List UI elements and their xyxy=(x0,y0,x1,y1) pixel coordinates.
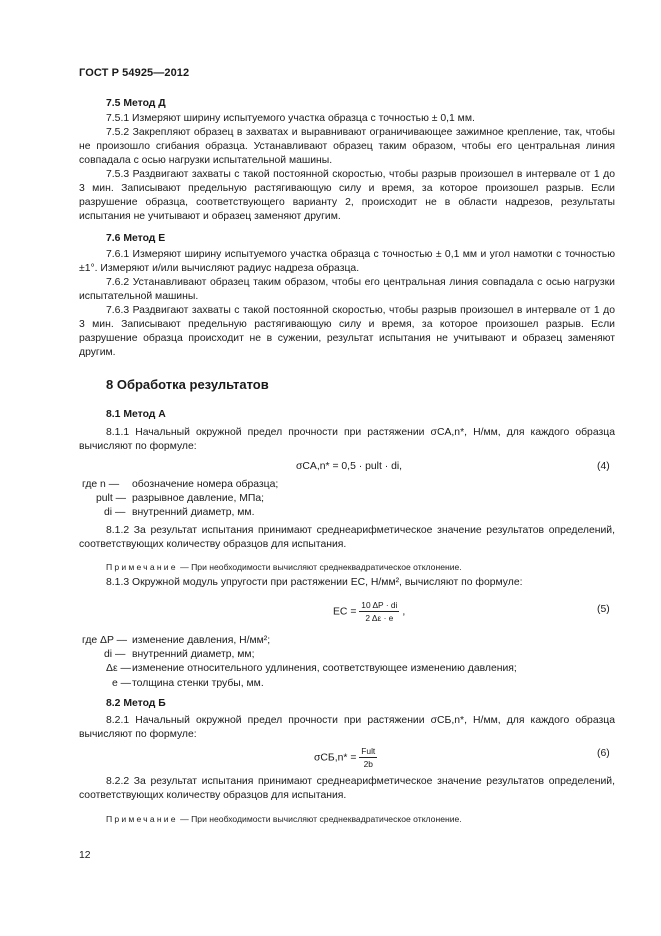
paragraph-8-1-1: 8.1.1 Начальный окружной предел прочности при растяжении σCA,n*, Н/мм, для каждого образца вычисляют по формуле: xyxy=(79,427,615,452)
paragraph-8-1-2: 8.1.2 За результат испытания принимают среднеарифметическое значение результатов определений, соответствующих количеству образцов для испытания. xyxy=(79,525,615,550)
paragraph-8-1-3: 8.1.3 Окружной модуль упругости при растяжении EC, Н/мм², вычисляют по формуле: xyxy=(106,577,523,588)
where-di-desc: внутренний диаметр, мм. xyxy=(132,507,255,518)
note-text: — При необходимости вычисляют среднеквадратическое отклонение. xyxy=(180,814,462,824)
section-7-5-heading: 7.5 Метод Д xyxy=(106,98,166,109)
paragraph-7-6-1: 7.6.1 Измеряют ширину испытуемого участка образца с точностью ± 0,1 мм и угол намотки с точностью ±1°. Измеряют и/или вычисляют радиус надреза образца. xyxy=(79,249,615,274)
formula-6-lhs: σCБ,n* = xyxy=(314,752,357,764)
formula-5-numerator: 10 ΔP · di xyxy=(361,600,398,610)
note-8-1 xyxy=(106,560,462,574)
where-pult-desc: разрывное давление, МПа; xyxy=(132,493,265,504)
note-text: — При необходимости вычисляют среднеквадратическое отклонение. xyxy=(180,562,462,572)
where-e-symbol: e — xyxy=(112,678,132,689)
formula-5-lhs: EC = xyxy=(333,606,357,618)
paragraph-7-5-2: 7.5.2 Закрепляют образец в захватах и выравнивают ограничивающее зажимное крепление, так, чтобы не произошло сгибания образца. Устанавливают образец таким образом, чтобы его центральная линия совпадала с осью нагрузки испытательной машины. xyxy=(79,127,615,166)
paragraph-7-5-1: 7.5.1 Измеряют ширину испытуемого участка образца с точностью ± 0,1 мм. xyxy=(106,113,475,124)
formula-5-denominator: 2 Δε · e xyxy=(365,613,394,623)
paragraph-8-2-1: 8.2.1 Начальный окружной предел прочности при растяжении σCБ,n*, Н/мм, для каждого образца вычисляют по формуле: xyxy=(79,715,615,740)
formula-6 xyxy=(314,746,377,769)
paragraph-7-5-3: 7.5.3 Раздвигают захваты с такой постоянной скоростью, чтобы разрыв произошел в интервале от 1 до 3 мин. Записывают предельную растягивающую силу и время, за которое произошел разрыв. Если разрушение образца, соответствующего варианту 2, происходит не в области надрезов, результаты испытания не учитывают и образец заменяют другим. xyxy=(79,169,615,222)
formula-6-denominator: 2b xyxy=(363,759,373,769)
section-8-2-heading: 8.2 Метод Б xyxy=(106,698,166,709)
formula-4: σCA,n* = 0,5 · pult · di, xyxy=(296,461,403,472)
paragraph-8-2-2: 8.2.2 За результат испытания принимают среднеарифметическое значение результатов определений, соответствующих количеству образцов для испытания. xyxy=(79,776,615,801)
formula-4-number: (4) xyxy=(597,461,610,472)
where-n-desc: обозначение номера образца; xyxy=(132,479,279,490)
where-dp-desc: изменение давления, Н/мм²; xyxy=(132,635,271,646)
section-7-6-heading: 7.6 Метод Е xyxy=(106,233,166,244)
where-di-symbol: di — xyxy=(104,507,126,518)
note-label: Примечание xyxy=(106,562,178,572)
where-n-symbol: где n — xyxy=(82,479,120,490)
formula-6-numerator: Fult xyxy=(361,746,376,756)
where-de-desc: изменение относительного удлинения, соответствующее изменению давления; xyxy=(132,663,517,674)
formula-6-fraction xyxy=(359,746,377,769)
document-code: ГОСТ Р 54925—2012 xyxy=(79,67,190,79)
formula-5 xyxy=(333,600,405,623)
formula-6-number: (6) xyxy=(597,748,610,759)
note-label: Примечание xyxy=(106,814,178,824)
formula-5-number: (5) xyxy=(597,604,610,615)
where-di2-desc: внутренний диаметр, мм; xyxy=(132,649,255,660)
formula-5-fraction xyxy=(359,600,399,623)
where-pult-symbol: pult — xyxy=(96,493,127,504)
where-di2-symbol: di — xyxy=(104,649,126,660)
section-8-1-heading: 8.1 Метод А xyxy=(106,409,166,420)
formula-5-tail: , xyxy=(402,606,406,618)
paragraph-7-6-2: 7.6.2 Устанавливают образец таким образом, чтобы его центральная линия совпадала с осью нагрузки испытательной машины. xyxy=(79,277,615,302)
section-8-heading: 8 Обработка результатов xyxy=(106,377,269,392)
paragraph-7-6-3: 7.6.3 Раздвигают захваты с такой постоянной скоростью, чтобы разрыв произошел в интервале от 1 до 3 мин. Записывают предельную растягивающую силу и время, за которое произошел разрыв. Если разрушение образца происходит не в сужении, результат испытания не учитывают и образец заменяют другим. xyxy=(79,305,615,358)
note-8-2 xyxy=(106,812,462,826)
where-dp-symbol: где ΔP — xyxy=(82,635,128,646)
where-de-symbol: Δε — xyxy=(106,663,131,674)
where-e-desc: толщина стенки трубы, мм. xyxy=(132,678,264,689)
page-number: 12 xyxy=(79,850,91,861)
